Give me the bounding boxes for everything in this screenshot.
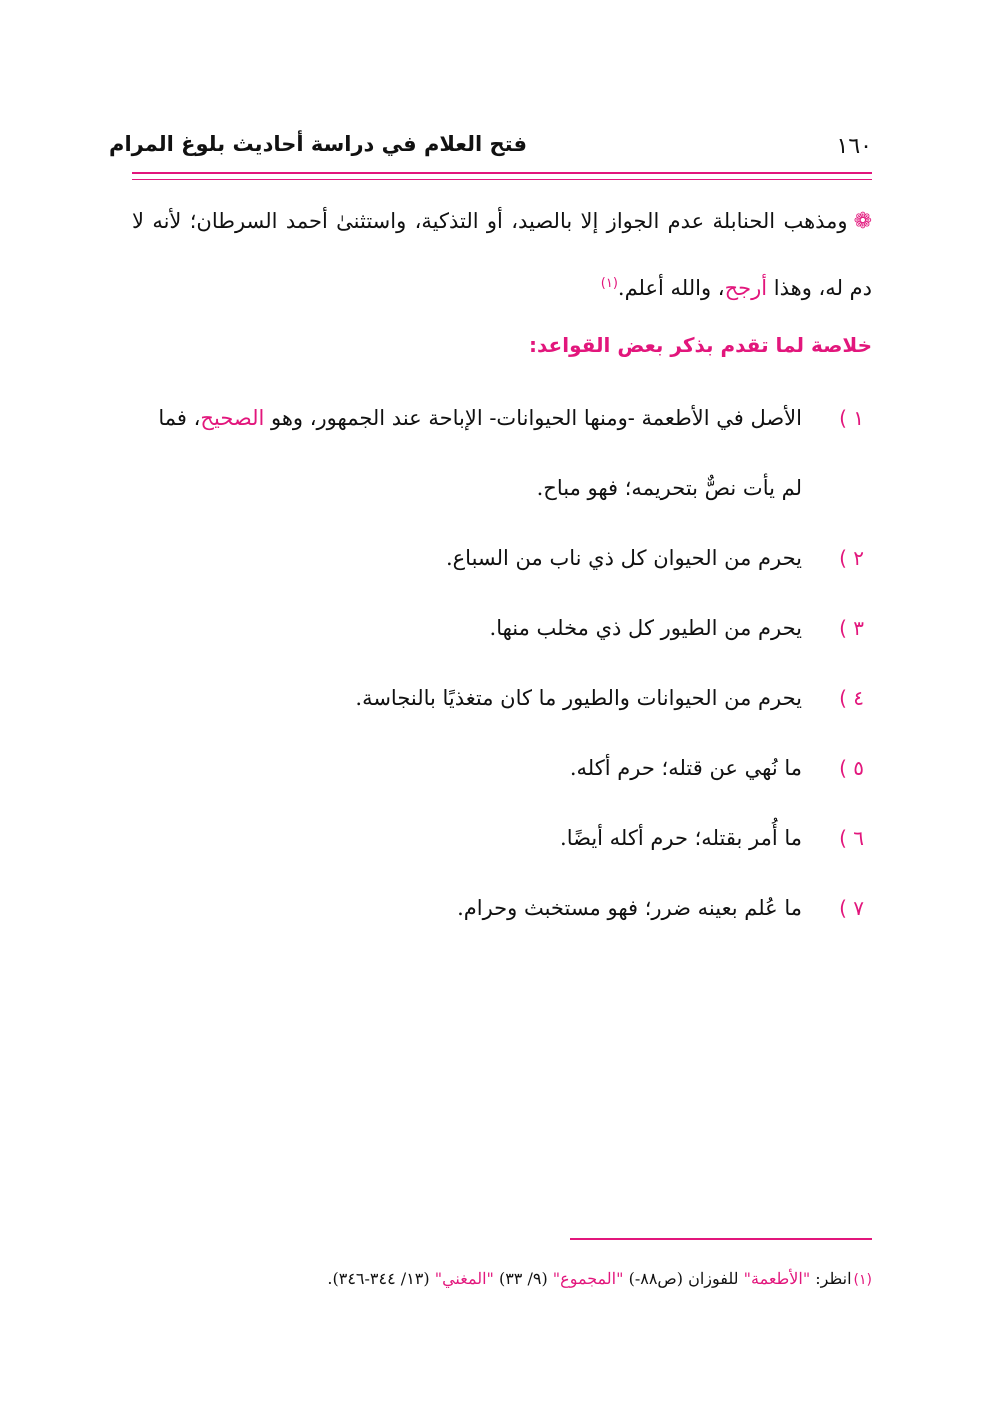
list-item-number: ١ ) (839, 406, 864, 430)
footnote-ref-3-detail: (١٣/ ٣٤٤-٣٤٦). (327, 1269, 435, 1288)
intro-text-before: ومذهب الحنابلة عدم الجواز إلا بالصيد، أو التذكية، واستثنىٰ أحمد السرطان؛ لأنه لا دم له، وهذا (132, 209, 872, 300)
flower-icon: ❁ (853, 209, 872, 234)
list-item (132, 733, 872, 803)
list-item-number: ٥ ) (839, 756, 864, 780)
list-item-text-before: الأصل في الأطعمة -ومنها الحيوانات- الإباحة عند الجمهور، وهو (264, 406, 802, 430)
rules-list (132, 383, 872, 943)
list-item-text (132, 383, 802, 523)
page-header (109, 128, 872, 168)
intro-text-after: ، والله أعلم. (617, 276, 725, 300)
list-item (132, 593, 872, 663)
footnote (132, 1262, 872, 1297)
footnote-ref-1: "الأطعمة" (743, 1269, 811, 1288)
footnote-number: (١) (853, 1272, 872, 1288)
page-number: ١٦٠ (836, 134, 872, 159)
list-item-number: ٤ ) (839, 686, 864, 710)
list-item-text-after: ، فما لم يأت نصٌّ بتحريمه؛ فهو مباح. (158, 406, 802, 500)
list-item-number: ٧ ) (839, 896, 864, 920)
list-item-text: يحرم من الحيوانات والطيور ما كان متغذيًا بالنجاسة. (355, 686, 802, 710)
page-content (132, 190, 872, 943)
footnote-divider (570, 1238, 872, 1240)
footnote-ref-3: "المغني" (434, 1269, 494, 1288)
footnote-ref-2-detail: (٩/ ٣٣) (493, 1269, 553, 1288)
list-item (132, 803, 872, 873)
list-item (132, 663, 872, 733)
list-item-highlight: الصحيح (200, 406, 265, 430)
section-heading: خلاصة لما تقدم بذكر بعض القواعد: (529, 333, 872, 357)
header-rule-thin (132, 179, 872, 180)
intro-highlight: أرجح (724, 276, 768, 300)
list-item-text: ما أُمر بقتله؛ حرم أكله أيضًا. (560, 826, 802, 850)
list-item-number: ٣ ) (839, 616, 864, 640)
list-item-text: يحرم من الطيور كل ذي مخلب منها. (489, 616, 802, 640)
list-item (132, 383, 872, 523)
list-item (132, 523, 872, 593)
list-item-number: ٢ ) (839, 546, 864, 570)
list-item (132, 873, 872, 943)
list-item-number: ٦ ) (839, 826, 864, 850)
footnote-ref-2: "المجموع" (552, 1269, 624, 1288)
header-rule-thick (132, 172, 872, 174)
footnote-ref-1-detail: للفوزان (ص٨٨-) (623, 1269, 744, 1288)
footnote-reference[interactable]: (١) (600, 276, 618, 291)
list-item-text: ما عُلم بعينه ضرر؛ فهو مستخبث وحرام. (457, 896, 802, 920)
list-item-text: ما نُهي عن قتله؛ حرم أكله. (569, 756, 802, 780)
footnote-label: انظر: (810, 1269, 852, 1288)
intro-paragraph (132, 190, 872, 319)
list-item-text: يحرم من الحيوان كل ذي ناب من السباع. (445, 546, 802, 570)
book-title: فتح العلام في دراسة أحاديث بلوغ المرام (109, 132, 527, 156)
